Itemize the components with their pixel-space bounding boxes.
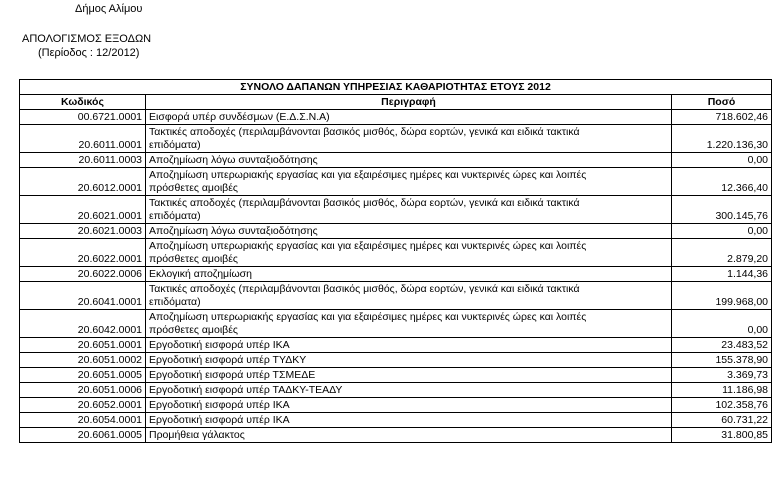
- table-row: [20, 398, 772, 413]
- description-line: επιδόματα): [149, 296, 201, 308]
- account-code: 20.6022.0006: [20, 267, 146, 282]
- description-line: πρόσθετες αμοιβές: [149, 324, 238, 336]
- table-row: [20, 310, 772, 338]
- description: [146, 153, 672, 168]
- description: [146, 267, 672, 282]
- account-code: 20.6021.0001: [20, 196, 146, 224]
- amount: 718.602,46: [672, 110, 772, 125]
- column-header-code: Κωδικός: [20, 95, 146, 110]
- table-row: [20, 428, 772, 443]
- amount: 102.358,76: [672, 398, 772, 413]
- description: [146, 125, 672, 153]
- description: [146, 110, 672, 125]
- description: [146, 168, 672, 196]
- account-code: 20.6022.0001: [20, 239, 146, 267]
- description: [146, 224, 672, 239]
- description: [146, 310, 672, 338]
- account-code: 20.6011.0003: [20, 153, 146, 168]
- municipality-name: Δήμος Αλίμου: [75, 3, 143, 15]
- description: [146, 282, 672, 310]
- description-line: Αποζημίωση λόγω συνταξιοδότησης: [149, 225, 318, 237]
- description-line: Αποζημίωση υπερωριακής εργασίας και για εξαιρέσιμες ημέρες και νυκτερινές ώρες και λοιπές: [149, 169, 587, 181]
- description-line: πρόσθετες αμοιβές: [149, 182, 238, 194]
- description-line: Αποζημίωση υπερωριακής εργασίας και για εξαιρέσιμες ημέρες και νυκτερινές ώρες και λοιπές: [149, 311, 587, 323]
- description: [146, 368, 672, 383]
- table-row: [20, 224, 772, 239]
- amount: 1.220.136,30: [672, 125, 772, 153]
- column-header-row: [20, 95, 772, 110]
- description-line: Αποζημίωση υπερωριακής εργασίας και για εξαιρέσιμες ημέρες και νυκτερινές ώρες και λοιπές: [149, 240, 587, 252]
- description-line: Εργοδοτική εισφορά υπέρ ΙΚΑ: [149, 414, 290, 426]
- description-line: Εργοδοτική εισφορά υπέρ ΙΚΑ: [149, 339, 290, 351]
- account-code: 20.6051.0005: [20, 368, 146, 383]
- account-code: 20.6051.0002: [20, 353, 146, 368]
- table-title-row: [20, 80, 772, 95]
- column-header-amount: Ποσό: [672, 95, 772, 110]
- amount: 3.369,73: [672, 368, 772, 383]
- description-line: επιδόματα): [149, 210, 201, 222]
- account-code: 20.6054.0001: [20, 413, 146, 428]
- description-line: Αποζημίωση λόγω συνταξιοδότησης: [149, 154, 318, 166]
- column-header-description: Περιγραφή: [146, 95, 672, 110]
- amount: 60.731,22: [672, 413, 772, 428]
- description-line: Εργοδοτική εισφορά υπέρ ΤΑΔΚΥ-ΤΕΑΔΥ: [149, 384, 343, 396]
- account-code: 20.6051.0006: [20, 383, 146, 398]
- table-row: [20, 153, 772, 168]
- description-line: Εισφορά υπέρ συνδέσμων (Ε.Δ.Σ.Ν.Α): [149, 111, 330, 123]
- table-row: [20, 125, 772, 153]
- account-code: 20.6012.0001: [20, 168, 146, 196]
- table-row: [20, 168, 772, 196]
- table-row: [20, 338, 772, 353]
- description: [146, 239, 672, 267]
- description: [146, 428, 672, 443]
- description: [146, 196, 672, 224]
- description-line: Εργοδοτική εισφορά υπέρ ΤΣΜΕΔΕ: [149, 369, 316, 381]
- description: [146, 383, 672, 398]
- description: [146, 413, 672, 428]
- amount: 1.144,36: [672, 267, 772, 282]
- report-period: (Περίοδος : 12/2012): [38, 47, 140, 59]
- table-row: [20, 353, 772, 368]
- description: [146, 338, 672, 353]
- amount: 12.366,40: [672, 168, 772, 196]
- amount: 11.186,98: [672, 383, 772, 398]
- description-line: Τακτικές αποδοχές (περιλαμβάνονται βασικός μισθός, δώρα εορτών, γενικά και ειδικά τακτικά: [149, 283, 580, 295]
- amount: 0,00: [672, 310, 772, 338]
- table-row: [20, 368, 772, 383]
- description-line: Εκλογική αποζημίωση: [149, 268, 252, 280]
- description: [146, 353, 672, 368]
- table-row: [20, 282, 772, 310]
- table-row: [20, 413, 772, 428]
- table-title: ΣΥΝΟΛΟ ΔΑΠΑΝΩΝ ΥΠΗΡΕΣΙΑΣ ΚΑΘΑΡΙΟΤΗΤΑΣ ΕΤΟΥΣ 2012: [20, 80, 772, 95]
- amount: 155.378,90: [672, 353, 772, 368]
- account-code: 00.6721.0001: [20, 110, 146, 125]
- description-line: Τακτικές αποδοχές (περιλαμβάνονται βασικός μισθός, δώρα εορτών, γενικά και ειδικά τακτικά: [149, 197, 580, 209]
- table-row: [20, 267, 772, 282]
- table-row: [20, 110, 772, 125]
- table-row: [20, 383, 772, 398]
- table-body: [20, 110, 772, 443]
- report-title: ΑΠΟΛΟΓΙΣΜΟΣ ΕΞΟΔΩΝ: [22, 33, 152, 45]
- amount: 199.968,00: [672, 282, 772, 310]
- description-line: πρόσθετες αμοιβές: [149, 253, 238, 265]
- amount: 31.800,85: [672, 428, 772, 443]
- account-code: 20.6051.0001: [20, 338, 146, 353]
- description-line: Εργοδοτική εισφορά υπέρ ΙΚΑ: [149, 399, 290, 411]
- account-code: 20.6042.0001: [20, 310, 146, 338]
- account-code: 20.6061.0005: [20, 428, 146, 443]
- amount: 300.145,76: [672, 196, 772, 224]
- amount: 2.879,20: [672, 239, 772, 267]
- amount: 0,00: [672, 224, 772, 239]
- description-line: Τακτικές αποδοχές (περιλαμβάνονται βασικός μισθός, δώρα εορτών, γενικά και ειδικά τακτικά: [149, 126, 580, 138]
- table-row: [20, 196, 772, 224]
- description-line: Εργοδοτική εισφορά υπέρ ΤΥΔΚΥ: [149, 354, 307, 366]
- description-line: επιδόματα): [149, 139, 201, 151]
- amount: 23.483,52: [672, 338, 772, 353]
- description-line: Προμήθεια γάλακτος: [149, 429, 245, 441]
- account-code: 20.6052.0001: [20, 398, 146, 413]
- account-code: 20.6011.0001: [20, 125, 146, 153]
- account-code: 20.6021.0003: [20, 224, 146, 239]
- table-row: [20, 239, 772, 267]
- amount: 0,00: [672, 153, 772, 168]
- expenses-table: [19, 79, 772, 443]
- account-code: 20.6041.0001: [20, 282, 146, 310]
- description: [146, 398, 672, 413]
